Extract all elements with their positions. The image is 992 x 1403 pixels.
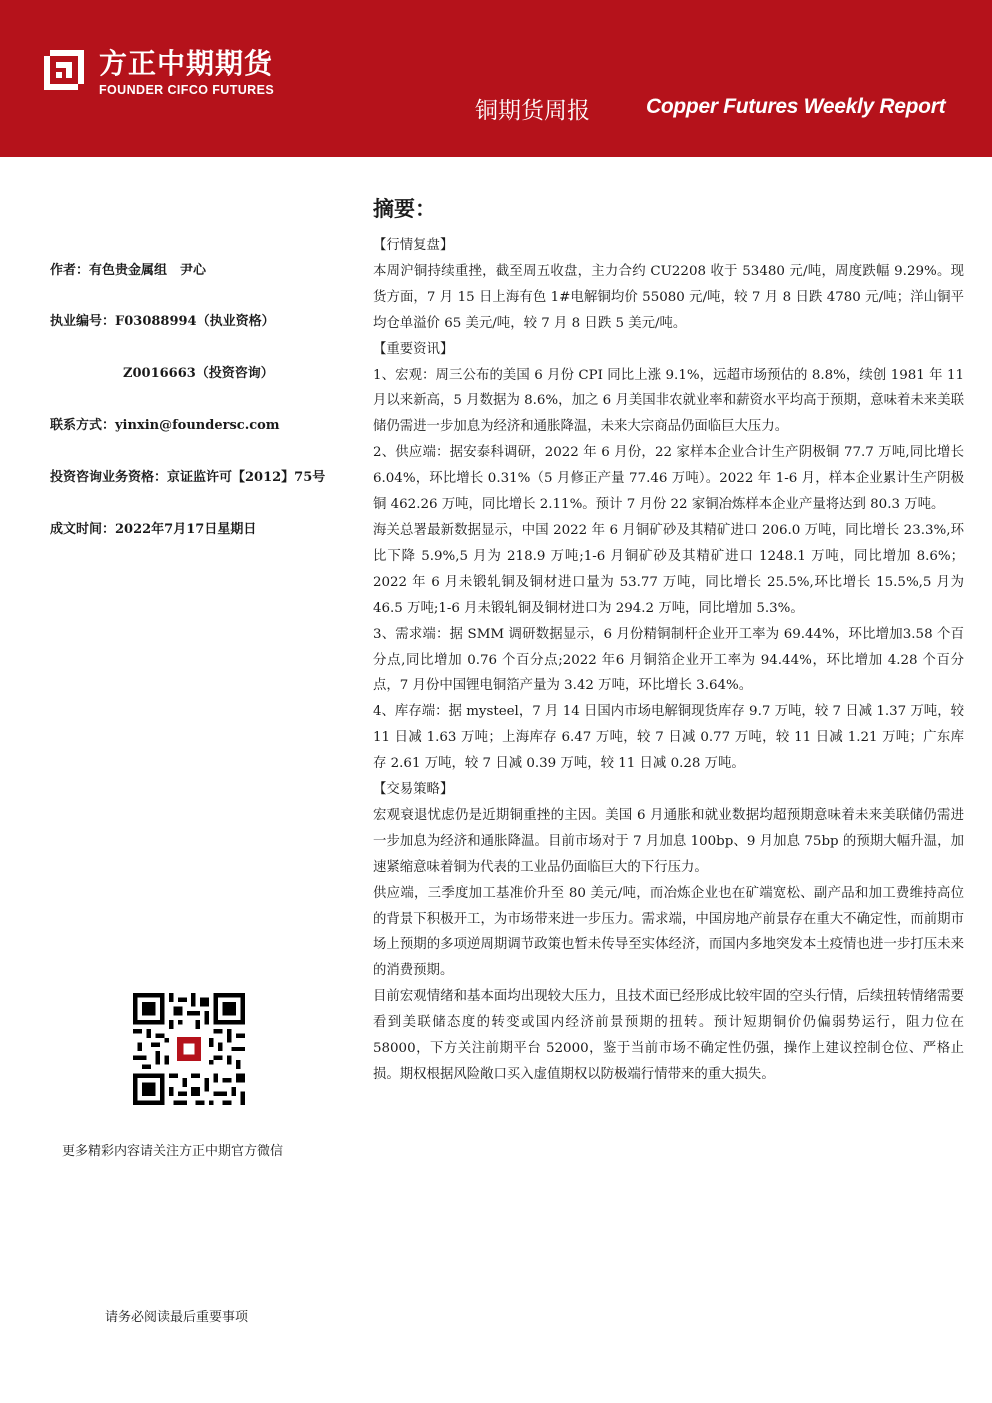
license-line-1: 执业编号：F03088994（执业资格）	[50, 314, 275, 329]
date-line: 成文时间：2022年7月17日星期日	[50, 522, 257, 537]
qualification-line: 投资咨询业务资格：京证监许可【2012】75号	[50, 470, 326, 485]
paragraph-news-inventory: 4、库存端：据 mysteel，7 月 14 日国内市场电解铜现货库存 9.7 万吨，较 7 日减 1.37 万吨，较 11 日减 1.63 万吨；上海库存 6.47 万吨，较 7 日减 0.77 万吨，较 11 日减 1.21 万吨；广东库存 2.61 万吨，较 7 日减 0.39 万吨，较 11 日减 0.28 万吨。	[373, 704, 964, 772]
qr-caption: 更多精彩内容请关注方正中期官方微信	[62, 1144, 284, 1159]
wechat-qr-code-icon[interactable]	[133, 993, 245, 1105]
contact-line[interactable]: 联系方式：yinxin@foundersc.com	[50, 418, 280, 433]
disclaimer-notice: 请务必阅读最后重要事项	[105, 1310, 249, 1325]
paragraph-news-demand: 3、需求端：据 SMM 调研数据显示，6 月份精铜制杆企业开工率为 69.44%，环比增加3.58 个百分点,同比增加 0.76 个百分点;2022 年6 月铜箔企业开工率为 94.44%，环比增加 4.28 个百分点，7 月份中国锂电铜箔产量为 3.42 万吨，环比增长 3.64%。	[373, 626, 964, 694]
author-line: 作者：有色贵金属组 尹心	[50, 263, 207, 278]
founder-logo-icon	[40, 46, 88, 94]
summary-title: 摘要：	[373, 197, 436, 221]
section-title-review: 【行情复盘】	[373, 238, 454, 253]
summary-content	[373, 233, 964, 1088]
section-title-strategy: 【交易策略】	[373, 782, 454, 798]
section-title-news: 【重要资讯】	[373, 341, 454, 357]
brand-name-cn: 方正中期期货	[99, 47, 274, 80]
paragraph-news-macro: 1、宏观：周三公布的美国 6 月份 CPI 同比上涨 9.1%，远超市场预估的 8.8%，续创 1981 年 11 月以来新高，5 月数据为 8.6%，加之 6 月美国非农就业率和薪资水平均高于预期，意味着未来美联储仍需进一步加息为经济和通胀降温，未来大宗商品仍面临巨大压力。	[373, 367, 964, 435]
brand-name-en: FOUNDER CIFCO FUTURES	[99, 83, 275, 97]
paragraph-strategy-macro: 宏观衰退忧虑仍是近期铜重挫的主因。美国 6 月通胀和就业数据均超预期意味着未来美联储仍需进一步加息为经济和通胀降温。目前市场对于 7 月加息 100bp、9 月加息 75bp 的预期大幅升温，加速紧缩意味着铜为代表的工业品仍面临巨大的下行压力。	[373, 807, 964, 875]
paragraph-news-customs: 海关总署最新数据显示，中国 2022 年 6 月铜矿砂及其精矿进口 206.0 万吨，同比增长 23.3%,环比下降 5.9%,5 月为 218.9 万吨;1-6 月铜矿砂及其精矿进口 1248.1 万吨，同比增加 8.6%；2022 年 6 月未锻轧铜及铜材进口量为 53.77 万吨，同比增长 25.5%,环比增长 15.5%,5 月为 46.5 万吨;1-6 月未锻轧铜及铜材进口为 294.2 万吨，同比增加 5.3%。	[373, 522, 964, 616]
report-title-cn: 铜期货周报	[475, 98, 590, 124]
license-line-2: Z0016663（投资咨询）	[123, 366, 274, 381]
paragraph-strategy-outlook: 目前宏观情绪和基本面均出现较大压力，且技术面已经形成比较牢固的空头行情，后续扭转情绪需要看到美联储态度的转变或国内经济前景预期的扭转。预计短期铜价仍偏弱势运行，阻力位在 58000，下方关注前期平台 52000，鉴于当前市场不确定性仍强，操作上建议控制仓位、严格止损。期权根据风险敞口买入虚值期权以防极端行情带来的重大损失。	[373, 989, 964, 1082]
paragraph-strategy-fundamentals: 供应端，三季度加工基准价升至 80 美元/吨，而冶炼企业也在矿端宽松、副产品和加工费维持高位的背景下积极开工，为市场带来进一步压力。需求端，中国房地产前景存在重大不确定性，而前期市场上预期的多项逆周期调节政策也暂未传导至实体经济，而国内多地突发本土疫情也进一步打压未来的消费预期。	[373, 885, 964, 979]
report-title-en: Copper Futures Weekly Report	[646, 95, 946, 118]
paragraph-news-supply: 2、供应端：据安泰科调研，2022 年 6 月份，22 家样本企业合计生产阴极铜 77.7 万吨,同比增长 6.04%，环比增长 0.31%（5 月修正产量 77.46 万吨）。2022 年 1-6 月，样本企业累计生产阴极铜 462.26 万吨，同比增长 2.11%。预计 7 月份 22 家铜冶炼样本企业产量将达到 80.3 万吨。	[373, 445, 964, 513]
report-header	[0, 0, 992, 157]
paragraph-review: 本周沪铜持续重挫，截至周五收盘，主力合约 CU2208 收于 53480 元/吨，周度跌幅 9.29%。现货方面，7 月 15 日上海有色 1#电解铜均价 55080 元/吨，较 7 月 8 日跌 4780 元/吨；洋山铜平均仓单溢价 65 美元/吨，较 7 月 8 日跌 5 美元/吨。	[373, 263, 964, 331]
